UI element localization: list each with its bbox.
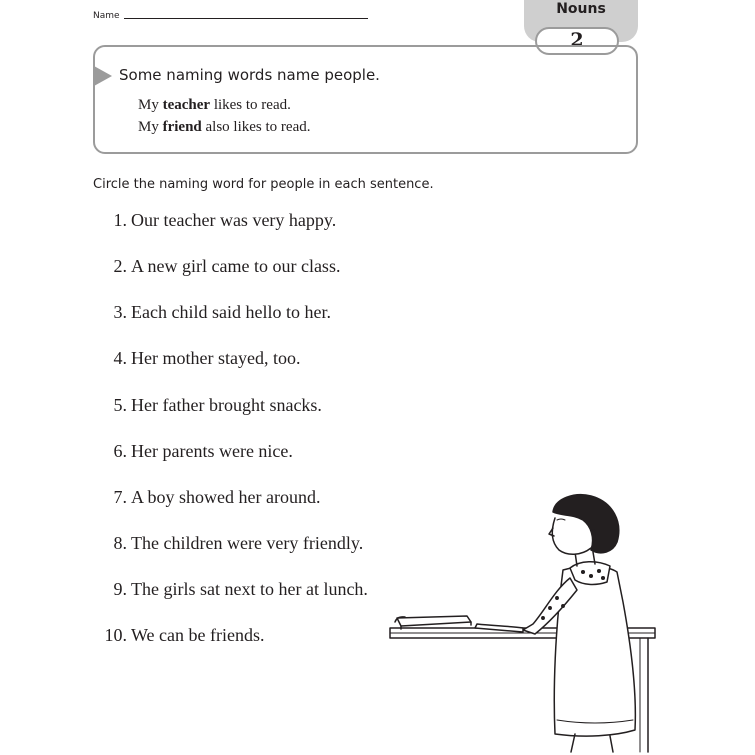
exercise-number: 1. bbox=[113, 210, 127, 230]
rule-example-before: My bbox=[138, 97, 163, 113]
exercise-number: 10. bbox=[104, 625, 127, 645]
rule-example bbox=[138, 97, 291, 114]
exercise-sentence: Each child said hello to her. bbox=[131, 302, 331, 322]
exercise-item bbox=[94, 395, 322, 417]
arrow-icon bbox=[94, 66, 112, 86]
exercise-sentence: Her father brought snacks. bbox=[131, 395, 322, 415]
exercise-sentence: The girls sat next to her at lunch. bbox=[131, 579, 368, 599]
exercise-sentence: The children were very friendly. bbox=[131, 533, 364, 553]
exercise-sentence: A new girl came to our class. bbox=[131, 256, 341, 276]
name-label: Name bbox=[93, 11, 120, 21]
exercise-item bbox=[94, 302, 331, 324]
exercise-item bbox=[94, 348, 300, 370]
rule-example-bold: friend bbox=[162, 119, 202, 135]
rule-title: Some naming words name people. bbox=[119, 66, 380, 84]
rule-example bbox=[138, 119, 311, 136]
exercise-sentence: A boy showed her around. bbox=[131, 487, 321, 507]
exercise-item bbox=[94, 533, 363, 555]
instruction: Circle the naming word for people in each sentence. bbox=[93, 177, 434, 192]
exercise-item bbox=[94, 487, 320, 509]
rule-example-before: My bbox=[138, 119, 163, 135]
exercise-item bbox=[94, 256, 340, 278]
exercise-number: 9. bbox=[113, 579, 127, 599]
exercise-number: 2. bbox=[113, 256, 127, 276]
exercise-item bbox=[94, 625, 265, 647]
exercise-sentence: Her mother stayed, too. bbox=[131, 348, 301, 368]
exercise-number: 3. bbox=[113, 302, 127, 322]
rule-example-bold: teacher bbox=[162, 97, 211, 113]
exercise-item bbox=[94, 579, 368, 601]
exercise-sentence: Our teacher was very happy. bbox=[131, 210, 337, 230]
name-line bbox=[124, 18, 368, 19]
exercise-number: 5. bbox=[113, 395, 127, 415]
exercise-number: 6. bbox=[113, 441, 127, 461]
lesson-number-badge: 2 bbox=[535, 27, 619, 55]
exercise-number: 7. bbox=[113, 487, 127, 507]
exercise-item bbox=[94, 441, 293, 463]
exercise-sentence: Her parents were nice. bbox=[131, 441, 293, 461]
exercise-sentence: We can be friends. bbox=[131, 625, 265, 645]
exercise-number: 8. bbox=[113, 533, 127, 553]
section-tab-label: Nouns bbox=[556, 1, 606, 17]
rule-example-after: likes to read. bbox=[210, 97, 291, 113]
rule-example-after: also likes to read. bbox=[201, 119, 311, 135]
girl-at-desk-icon bbox=[385, 490, 660, 755]
exercise-item bbox=[94, 210, 336, 232]
exercise-number: 4. bbox=[113, 348, 127, 368]
